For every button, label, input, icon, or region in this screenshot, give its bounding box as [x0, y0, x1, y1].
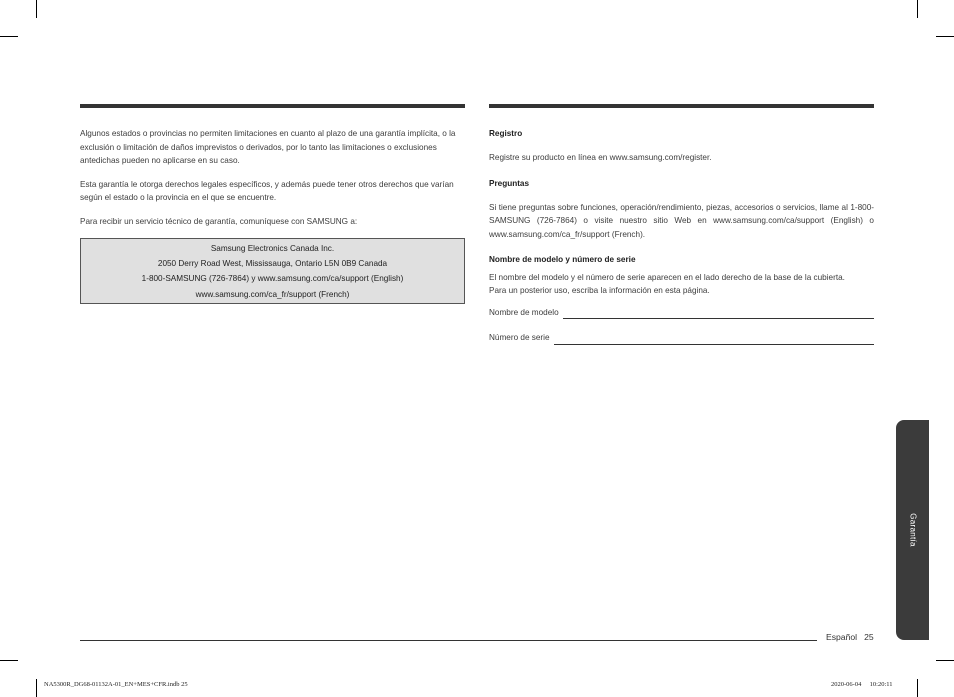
crop-mark — [936, 660, 954, 661]
crop-mark — [917, 679, 918, 697]
address-phone-web-en: 1-800-SAMSUNG (726-7864) y www.samsung.com/ca/support (English) — [141, 274, 404, 284]
crop-mark — [936, 36, 954, 37]
model-name-line[interactable] — [563, 306, 874, 319]
crop-mark — [917, 0, 918, 18]
modelo-text-2: Para un posterior uso, escriba la información en esta página. — [489, 286, 710, 295]
paragraph-rights: Esta garantía le otorga derechos legales específicos, y además puede tener otros derechos que varían según el estado o la provincia en el que se encuentre. — [80, 179, 454, 202]
side-tab-label: Garantía — [908, 513, 917, 547]
preguntas-heading: Preguntas — [489, 179, 530, 188]
footer-language: Español — [826, 632, 858, 642]
right-column — [489, 127, 874, 345]
left-column — [80, 127, 465, 304]
address-web-fr: www.samsung.com/ca_fr/support (French) — [195, 289, 350, 299]
paragraph-contact-intro: Para recibir un servicio técnico de garantía, comuníquese con SAMSUNG a: — [80, 216, 358, 226]
crop-mark — [36, 679, 37, 697]
address-street: 2050 Derry Road West, Mississauga, Ontario L5N 0B9 Canada — [157, 259, 388, 269]
modelo-heading: Nombre de modelo y número de serie — [489, 255, 636, 264]
serial-number-label: Número de serie — [489, 333, 550, 342]
registro-heading: Registro — [489, 129, 523, 138]
registro-text: Registre su producto en línea en www.samsung.com/register. — [489, 152, 712, 162]
page-number: 25 — [864, 632, 874, 642]
print-slug-file: NA5300R_DG68-01132A-01_EN+MES+CFR.indb 25 — [44, 681, 188, 688]
crop-mark — [36, 0, 37, 18]
serial-number-field[interactable] — [489, 331, 874, 345]
address-company: Samsung Electronics Canada Inc. — [210, 244, 335, 253]
print-slug-timestamp: 2020-06-04   10:20:11 — [831, 681, 893, 688]
paragraph-limitations: Algunos estados o provincias no permiten limitaciones en cuanto al plazo de una garantía implícita, o la exclusión o limitación de daños imprevistos o derivados, por lo tanto las limitaciones o exclusiones antedichas pueden no aplicarse en su caso. — [80, 129, 456, 165]
footer — [826, 632, 874, 642]
model-name-field[interactable] — [489, 306, 874, 320]
samsung-address-box — [80, 238, 465, 304]
footer-rule — [80, 640, 817, 641]
modelo-text-1: El nombre del modelo y el número de serie aparecen en el lado derecho de la base de la cubierta. — [489, 272, 845, 282]
crop-mark — [0, 660, 18, 661]
serial-number-line[interactable] — [554, 332, 874, 345]
section-side-tab — [896, 420, 929, 640]
right-section-rule — [489, 104, 874, 108]
crop-mark — [0, 36, 18, 37]
model-name-label: Nombre de modelo — [489, 307, 559, 317]
left-section-rule — [80, 104, 465, 108]
preguntas-text: Si tiene preguntas sobre funciones, operación/rendimiento, piezas, accesorios o servicios, llame al 1-800-SAMSUNG (726-7864) o visite nuestro sitio Web en www.samsung.com/ca/support (English) o www.samsung.com/ca_fr/support (French). — [489, 202, 874, 239]
